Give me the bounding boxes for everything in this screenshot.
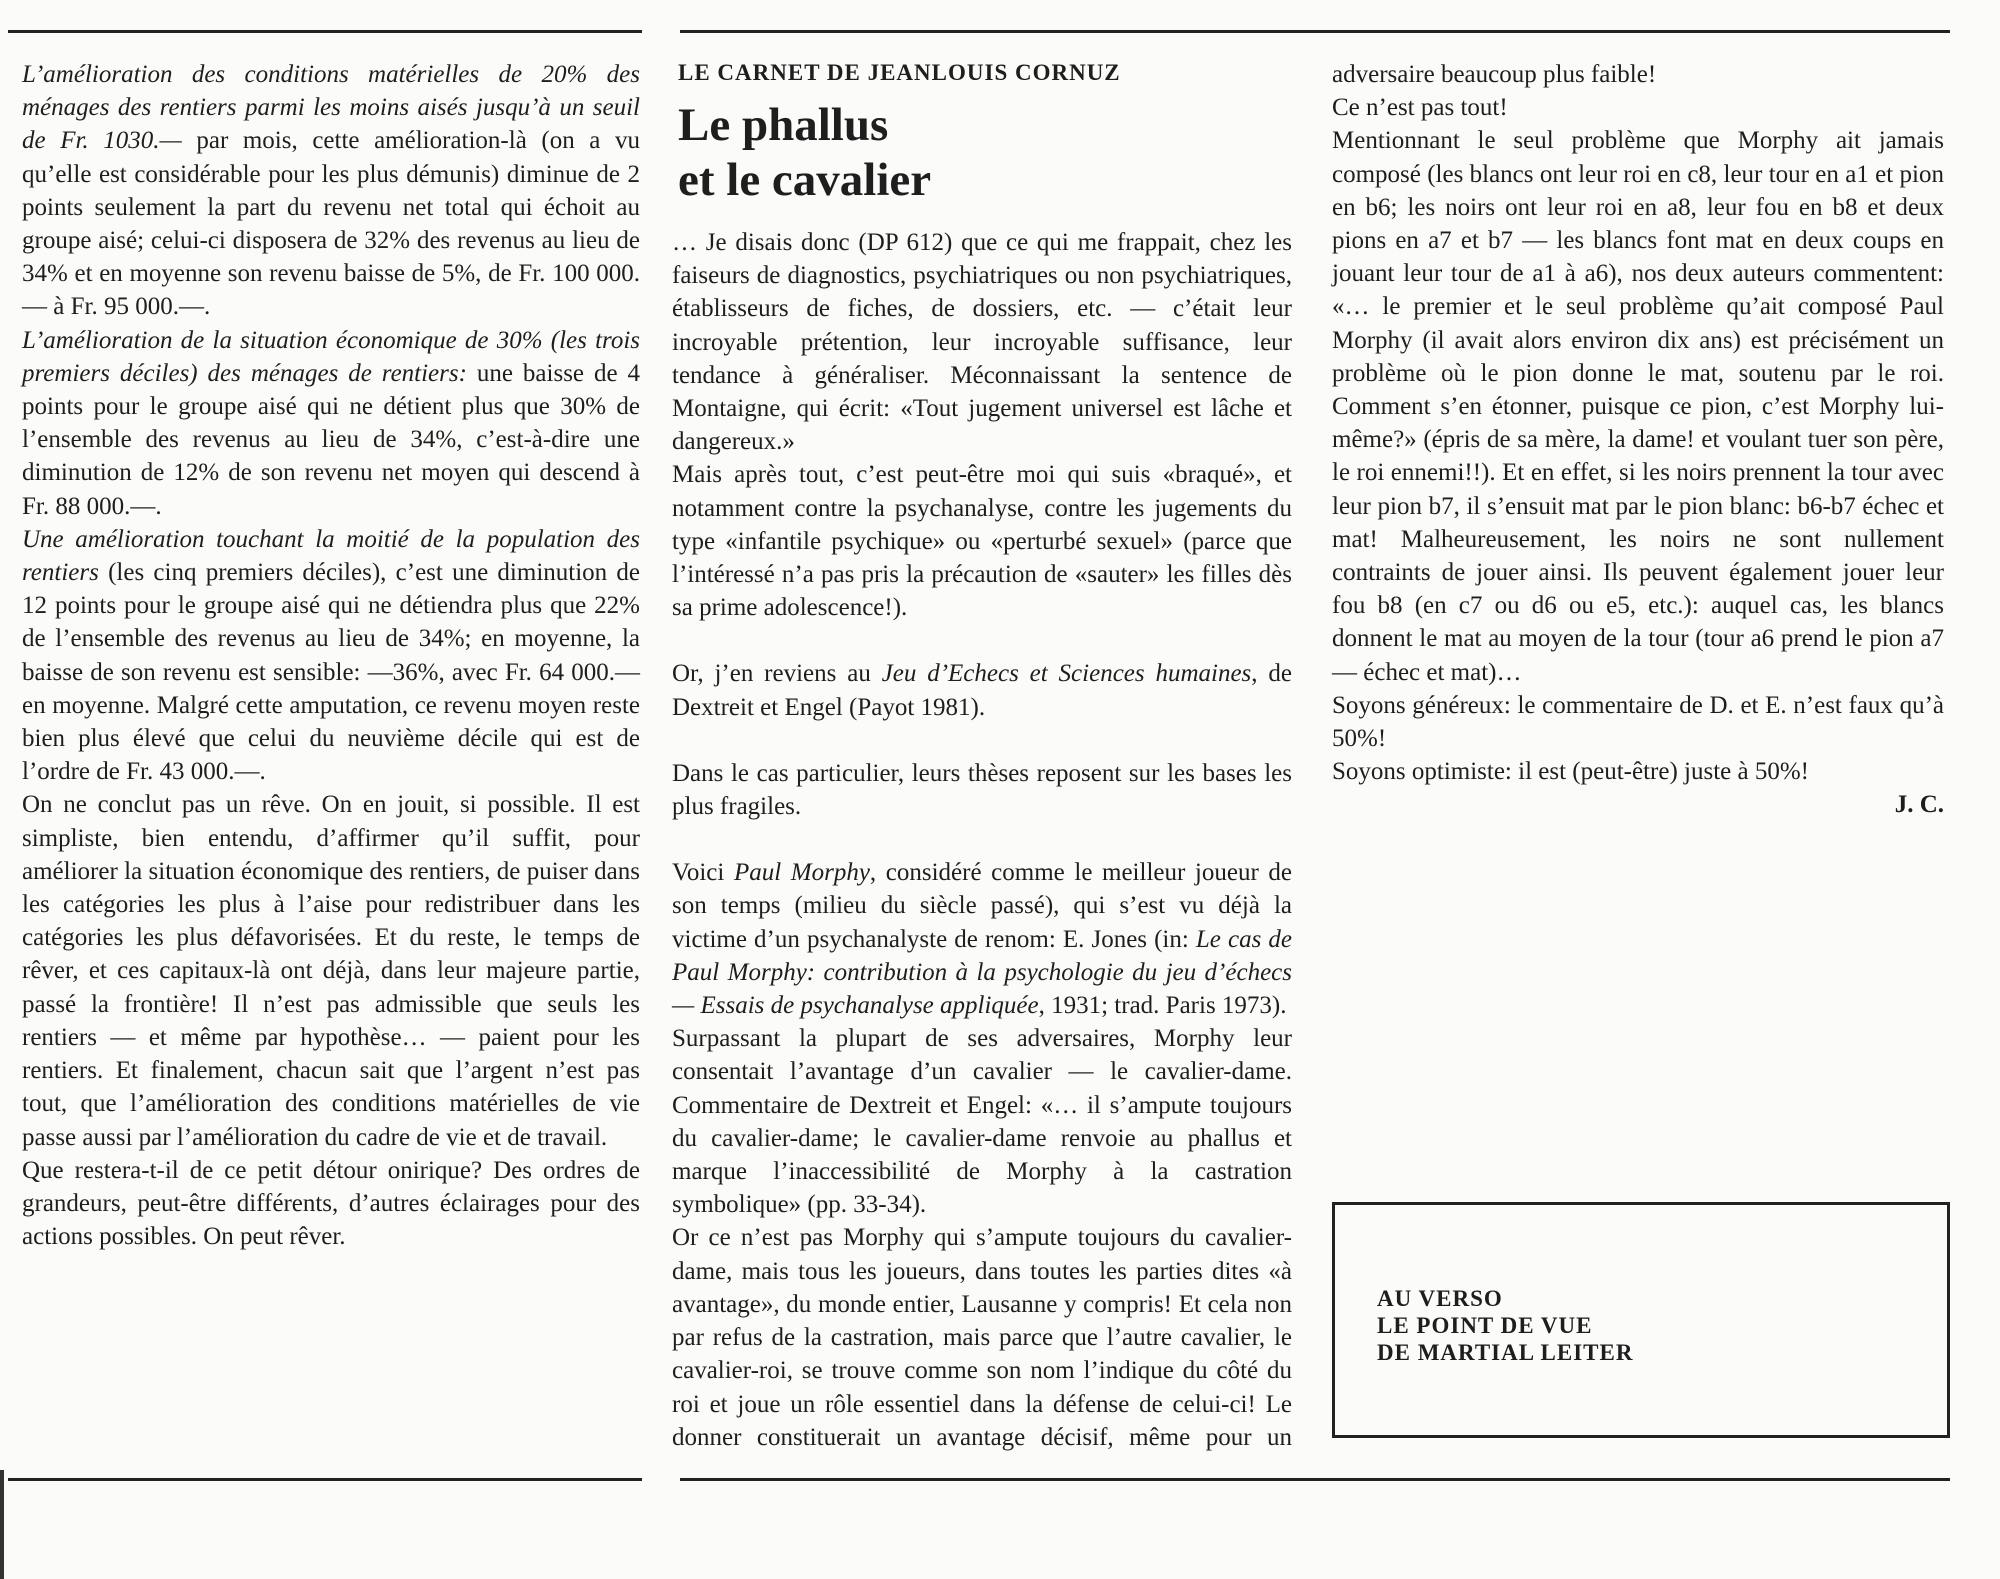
article-kicker: LE CARNET DE JEANLOUIS CORNUZ	[678, 60, 1121, 85]
left-paragraph-5: Que restera-t-il de ce petit détour onirique? Des ordres de grandeurs, peut-être différents, d’autres éclairages pour des actions possibles. On peut rêver.	[22, 1156, 640, 1251]
article-paragraph: … Je disais donc (DP 612) que ce qui me frappait, chez les faiseurs de diagnostics, psychiatriques ou non psychiatriques, établisseurs de fiches, de dossiers, etc. — c’était leur incroyable prétention, leur incroyable suffisance, leur tendance à généraliser. Méconnaissant la sentence de Montaigne, qui écrit: «Tout jugement universel est lâche et dangereux.»	[672, 229, 1292, 456]
article-paragraph: Or, j’en reviens au Jeu d’Echecs et Sciences humaines, de Dextreit et Engel (Payot 1981).	[672, 660, 1292, 721]
article-paragraph: Soyons généreux: le commentaire de D. et E. n’est faux qu’à 50%!	[1332, 691, 1944, 753]
author-signature: J. C.	[1894, 791, 1944, 819]
left-paragraph-3: Une amélioration touchant la moitié de la population des rentiers (les cinq premiers déciles), c’est une diminution de 12 points pour le groupe aisé qui ne détiendra plus que 22% de l’ensemble des revenus au lieu de 34%; en moyenne, la baisse de son revenu est sensible: —36%, avec Fr. 64 000.— en moyenne. Malgré cette amputation, ce revenu moyen reste bien plus élevé que celui du neuvième décile qui est de l’ordre de Fr. 43 000.—.	[22, 525, 640, 786]
article-paragraph: Mentionnant le seul problème que Morphy ait jamais composé (les blancs ont leur roi en c8, leur tour en a1 et pion en b6; les noirs ont leur roi en a8, leur fou en b8 et deux pions en a7 et b7 — les blancs font mat en deux coups en jouant leur tour de a1 à a6), nos deux auteurs commentent: «… le premier et le seul problème qu’ait composé Paul Morphy (il avait alors environ dix ans) est précisément un problème où le pion donne le mat, soutenu par le roi. Comment s’en étonner, puisque ce pion, c’est Morphy lui-même?» (épris de sa mère, la dame! et voulant tuer son père, le roi ennemi!!). Et en effet, si les noirs prennent la tour avec leur pion b7, il s’ensuit mat par le pion blanc: b6-b7 échec et mat! Malheureusement, les noirs ne sont nullement contraints de jouer ainsi. Ils peuvent également jouer leur fou b8 (en c7 ou d6 ou e5, etc.): auquel cas, les blancs donnent le mat au moyen de la tour (tour a6 prend le pion a7 — échec et mat)…	[1332, 127, 1944, 686]
article-paragraph: Ce n’est pas tout!	[1332, 94, 1508, 122]
notice-text: AU VERSO LE POINT DE VUE DE MARTIAL LEITER	[1377, 1286, 1634, 1365]
article-paragraph-continued: adversaire beaucoup plus faible!	[1332, 61, 1657, 88]
article-paragraph: Mais après tout, c’est peut-être moi qui suis «braqué», et notamment contre la psychanalyse, contre les jugements du type «infantile psychique» ou «perturbé sexuel» (parce que l’intéressé n’a pas pris la précaution de «sauter» les filles dès sa prime adolescence!).	[672, 461, 1292, 622]
top-rule-right	[680, 30, 1950, 33]
notice-box	[1332, 1202, 1950, 1438]
left-paragraph-2: L’amélioration de la situation économique de 30% (les trois premiers déciles) des ménages de rentiers: une baisse de 4 points pour le groupe aisé qui ne détient plus que 30% de l’ensemble des revenus au lieu de 34%, c’est-à-dire une diminution de 12% de son revenu net moyen qui descend à Fr. 88 000.—.	[22, 326, 640, 520]
left-paragraph-1: L’amélioration des conditions matérielles de 20% des ménages des rentiers parmi les moins aisés jusqu’à un seuil de Fr. 1030.— par mois, cette amélioration-là (on a vu qu’elle est considérable pour les plus démunis) diminue de 2 points seulement la part du revenu net total qui échoit au groupe aisé; celui-ci disposera de 32% des revenus au lieu de 34% et en moyenne son revenu baisse de 5%, de Fr. 100 000.— à Fr. 95 000.—.	[22, 61, 640, 321]
binding-edge	[0, 1470, 4, 1579]
bottom-rule-right	[680, 1478, 1950, 1481]
top-rule-left	[8, 30, 642, 33]
article-paragraph: Dans le cas particulier, leurs thèses reposent sur les bases les plus fragiles.	[672, 759, 1292, 821]
article-column-right	[1332, 58, 1944, 822]
article-paragraph: Soyons optimiste: il est (peut-être) juste à 50%!	[1332, 758, 1809, 786]
article-paragraph: Surpassant la plupart de ses adversaires, Morphy leur consentait l’avantage d’un cavalier — le cavalier-dame. Commentaire de Dextreit et Engel: «… il s’ampute toujours du cavalier-dame; le cavalier-dame renvoie au phallus et marque l’inaccessibilité de Morphy à la castration symbolique» (pp. 33-34).	[672, 1025, 1292, 1219]
left-paragraph-4: On ne conclut pas un rêve. On en jouit, si possible. Il est simpliste, bien entendu, d’affirmer qu’il suffit, pour améliorer la situation économique des rentiers, de puiser dans les catégories les plus à l’aise pour redistribuer dans les catégories les plus défavorisées. Et du reste, le temps de rêver, et ces capitaux-là ont déjà, dans leur majeure partie, passé la frontière! Il n’est pas admissible que seuls les rentiers — et même par hypothèse… — paient pour les rentiers. Et finalement, chacun sait que l’argent n’est pas tout, que l’amélioration des conditions matérielles de vie passe aussi par l’amélioration du cadre de vie et de travail.	[22, 791, 640, 1151]
article-paragraph: Voici Paul Morphy, considéré comme le meilleur joueur de son temps (milieu du siècle passé), qui s’est vu déjà la victime d’un psychanalyste de renom: E. Jones (in: Le cas de Paul Morphy: contribution à la psychologie du jeu d’échecs — Essais de psychanalyse appliquée, 1931; trad. Paris 1973).	[672, 859, 1292, 1020]
article-headline: Le phallus et le cavalier	[678, 99, 932, 206]
bottom-rule-left	[8, 1478, 642, 1481]
article-paragraph: Or ce n’est pas Morphy qui s’ampute toujours du cavalier-dame, mais tous les joueurs, dans toutes les parties dites «à avantage», du monde entier, Lausanne y compris! Et cela non par refus de la castration, mais parce que l’autre cavalier, le cavalier-roi, se trouve comme son nom l’indique du côté du roi et joue un rôle essentiel dans la défense de celui-ci! Le donner constituerait un avantage décisif, même pour un	[672, 1224, 1292, 1451]
article-column-middle	[672, 56, 1292, 1454]
left-column	[22, 58, 640, 1253]
